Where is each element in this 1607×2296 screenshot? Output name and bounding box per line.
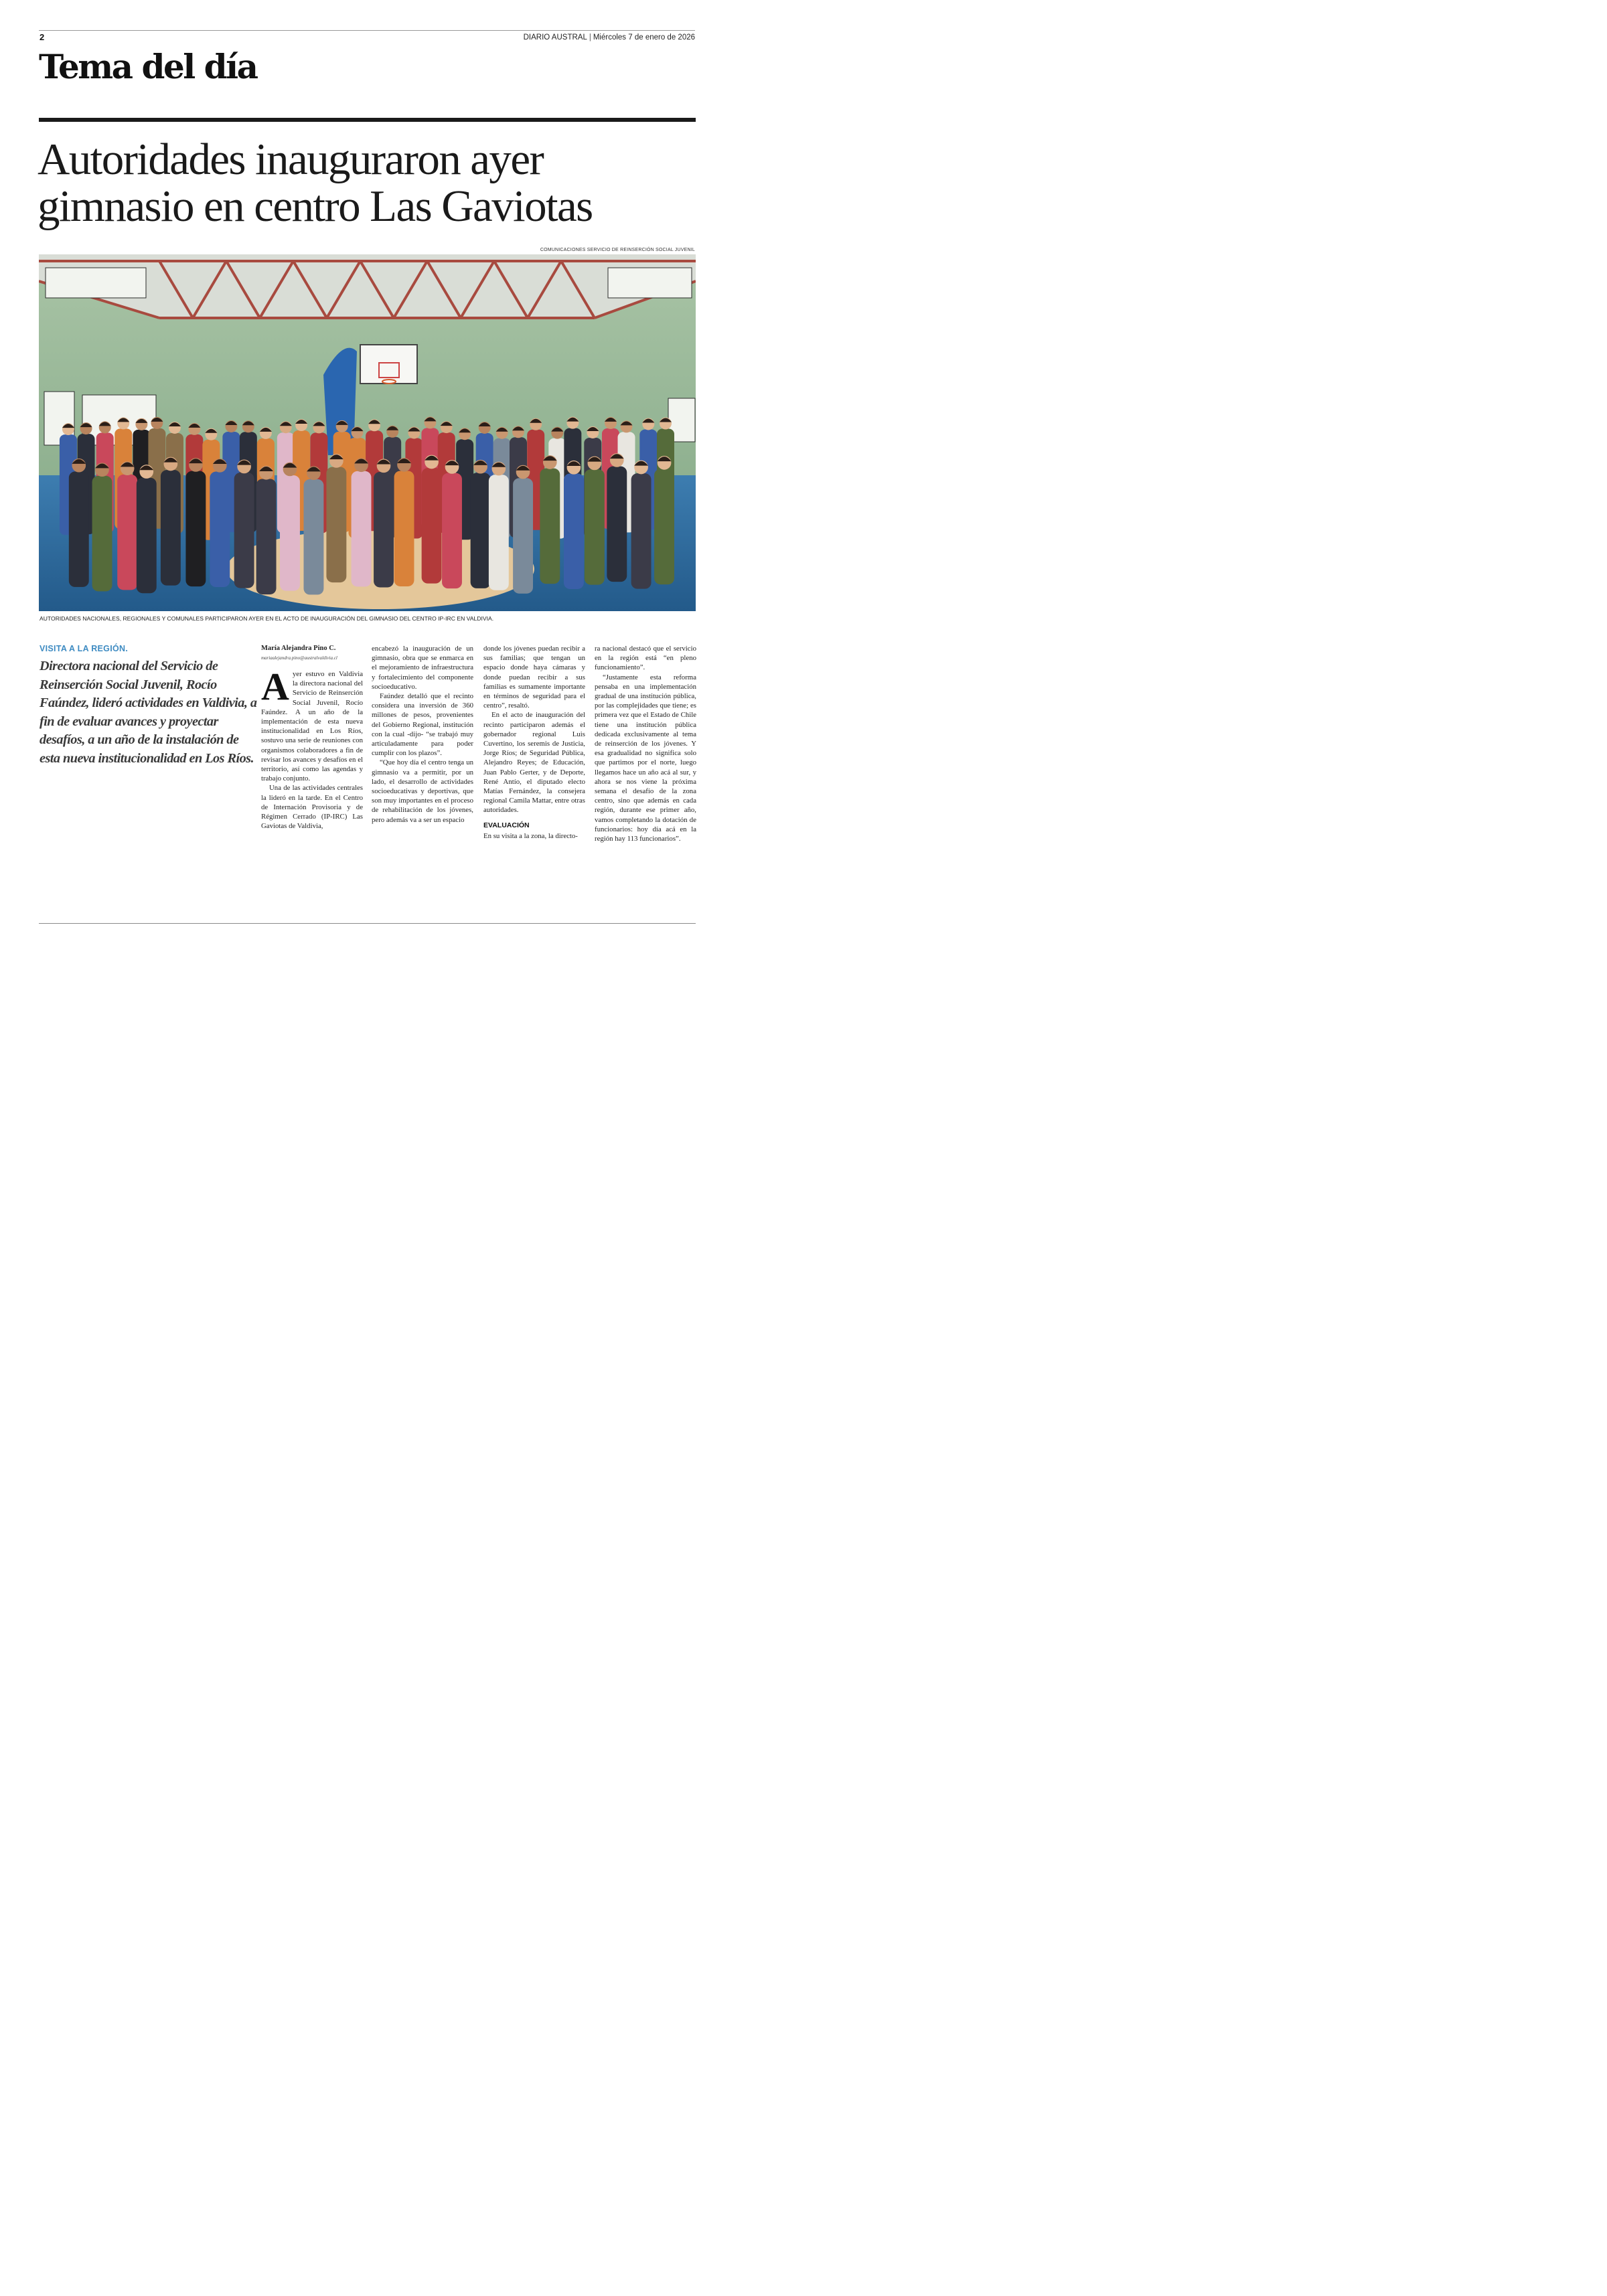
byline: María Alejandra Pino C. <box>261 645 336 652</box>
person-body <box>654 469 674 585</box>
publication-name: DIARIO AUSTRAL <box>523 33 587 42</box>
body-paragraph: yer estuvo en Valdivia la directora nacional del Servicio de Reinserción Social Juvenil, Rocío Faúndez. A un año de la implementación de esta nueva institucionalidad en Los Ríos, sostuvo una serie de reuniones con organismos colaboradores a fin de revisar los avances y desafíos en el territorio, así como las agendas y trabajo conjunto. <box>261 670 363 783</box>
article-column-4 <box>595 644 696 843</box>
section-title: Tema del día <box>39 47 257 86</box>
person-body <box>471 473 491 588</box>
body-paragraph: En su visita a la zona, la directo- <box>483 831 578 840</box>
person-body <box>69 471 89 587</box>
article-photo <box>39 254 696 611</box>
photo-credit: COMUNICACIONES SERVICIO DE REINSERCIÓN SOCIAL JUVENIL <box>540 248 695 252</box>
drop-cap: A <box>261 665 289 708</box>
person-body <box>394 471 414 586</box>
person-body <box>280 475 300 591</box>
masthead-line <box>524 33 695 42</box>
body-paragraph: encabezó la inauguración de un gimnasio, obra que se enmarca en el mejoramiento de infraestructura y fortalecimiento del componente socioeducativo. <box>372 645 473 691</box>
body-paragraph: “Que hoy día el centro tenga un gimnasio va a permitir, por un lado, el desarrollo de actividades socioeducativas y deportivas, que son muy importantes en el proceso de rehabilitación de los jóvenes, pero además va a ser un espacio <box>372 758 473 824</box>
body-paragraph: En el acto de inauguración del recinto participaron además el gobernador regional Luis Cuvertino, los seremis de Justicia, Jorge Ríos; de Seguridad Pública, Alejandro Reyes; de Educación, Juan Pablo Gerter, y de Deporte, René Antío, el diputado electo Matías Fernández, la consejera regional Camila Mattar, entre otras autoridades. <box>483 711 585 815</box>
body-paragraph: ra nacional destacó que el servicio en la región está “en pleno funcionamiento”. <box>595 645 696 672</box>
person-body <box>92 476 112 592</box>
subhead-evaluacion: EVALUACIÓN <box>483 821 530 829</box>
person-body <box>540 469 560 584</box>
headline-rule <box>39 118 696 122</box>
article-column-3 <box>483 644 585 841</box>
person-body <box>607 467 627 582</box>
masthead-separator: | <box>589 33 591 42</box>
publication-date: Miércoles 7 de enero de 2026 <box>593 33 695 42</box>
person-body <box>210 472 230 588</box>
person-body <box>304 479 324 595</box>
person-body <box>513 478 533 594</box>
bottom-rule <box>39 923 696 924</box>
kicker: VISITA A LA REGIÓN. <box>40 644 129 653</box>
person-body <box>161 470 181 586</box>
article-column-2 <box>372 644 473 825</box>
body-paragraph: “Justamente esta reforma pensaba en una implementación gradual de una institución pública, por las complejidades que tiene; es primera vez que el Estado de Chile tiene una institución pública dedicada exclusivamente al tema de reinserción de los jóvenes. Y esa gradualidad no significa solo que partimos por el norte, luego llegamos hace un año acá al sur, y ahora se nos viene la próxima semana el desafío de la zona centro, sino que además en cada región, durante ese primer año, vamos completando la dotación de funcionarios: hoy día acá en la región hay 113 funcionarios”. <box>595 673 696 843</box>
gym-group-photo <box>39 254 696 611</box>
body-paragraph: donde los jóvenes puedan recibir a sus familias; que tengan un espacio donde haya cámaras y donde puedan recibir a sus familias es sumamente importante en términos de seguridad para el centro”, resaltó. <box>483 645 585 710</box>
person-body <box>234 473 254 588</box>
body-paragraph: Una de las actividades centrales la lideró en la tarde. En el Centro de Internación Provisoria y de Régimen Cerrado (IP-IRC) Las Gaviotas de Valdivia, <box>261 784 363 831</box>
photo-caption: AUTORIDADES NACIONALES, REGIONALES Y COMUNALES PARTICIPARON AYER EN EL ACTO DE INAUGURACIÓN DEL GIMNASIO DEL CENTRO IP-IRC EN VALDIVIA. <box>40 615 494 622</box>
headline-line-1: Autoridades inauguraron ayer <box>37 135 544 184</box>
person-body <box>137 478 157 594</box>
page-number: 2 <box>40 32 45 42</box>
person-body <box>631 473 652 589</box>
person-body <box>256 479 277 594</box>
lead-paragraph <box>261 665 363 783</box>
article-headline <box>37 136 700 230</box>
person-body <box>185 471 206 587</box>
person-body <box>564 473 584 589</box>
person-body <box>489 475 509 590</box>
headline-line-2: gimnasio en centro Las Gaviotas <box>37 181 593 231</box>
person-body <box>442 473 462 589</box>
person-body <box>117 475 137 590</box>
person-body <box>352 471 372 587</box>
byline-email: mariaalejandra.pino@australvaldivia.cl <box>261 655 337 661</box>
top-rule <box>39 30 695 31</box>
person-body <box>326 467 346 583</box>
person-body <box>585 469 605 585</box>
person-body <box>374 472 394 588</box>
body-paragraph: Faúndez detalló que el recinto considera una inversión de 360 millones de pesos, provenientes del Gobierno Regional, institución con la cual -dijo- “se trabajó muy articuladamente para poder cumplir con los plazos”. <box>372 692 473 758</box>
article-column-1 <box>261 644 363 831</box>
article-dek: Directora nacional del Servicio de Reinserción Social Juvenil, Rocío Faúndez, lideró actividades en Valdivia, a fin de evaluar avances y proyectar desafíos, a un año de la instalación de esta nueva institucionalidad en Los Ríos. <box>40 659 257 766</box>
person-body <box>422 468 442 584</box>
